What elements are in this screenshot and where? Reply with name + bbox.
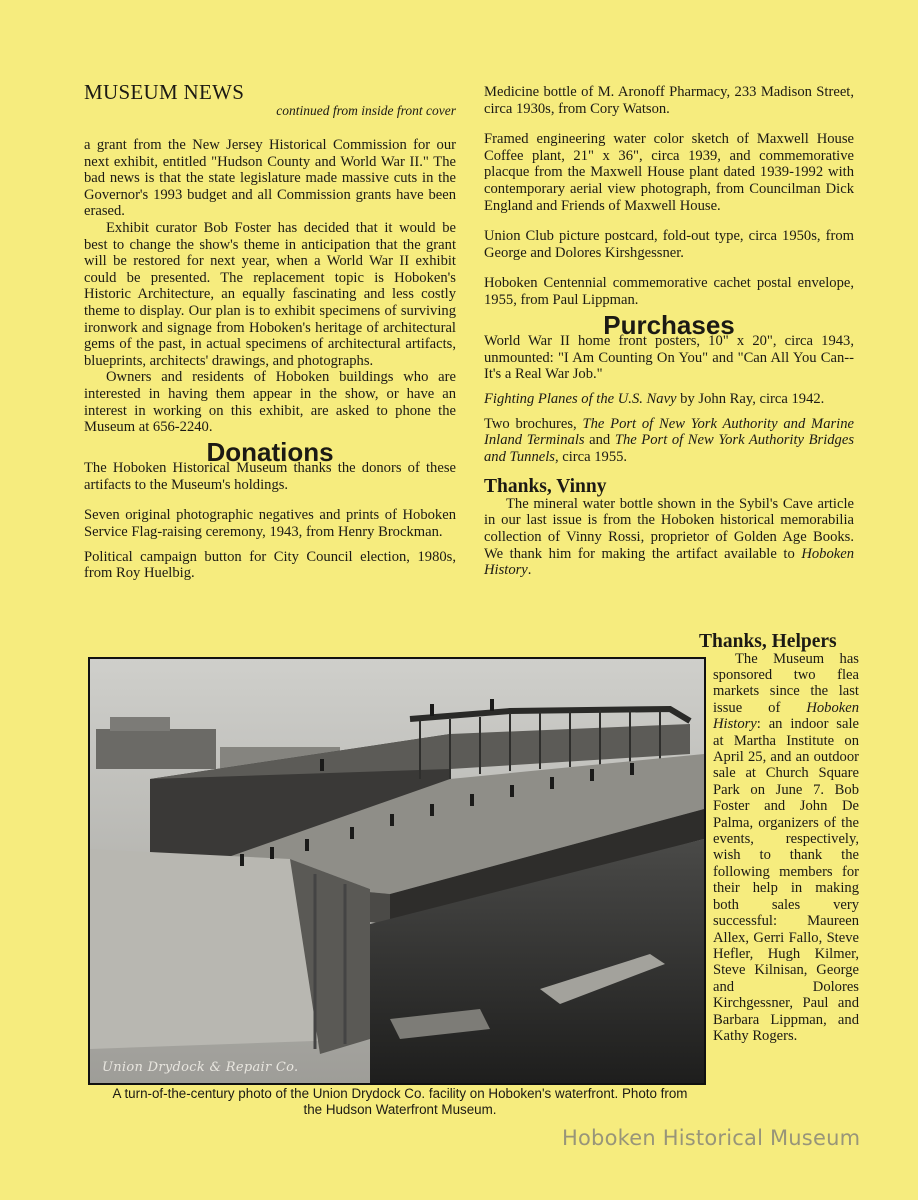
drydock-photo bbox=[88, 657, 706, 1085]
donation-item: Political campaign button for City Council election, 1980s, from Roy Huelbig. bbox=[84, 548, 456, 582]
purchase-item: Two brochures, The Port of New York Authority and Marine Inland Terminals and The Port of New York Authority Bridges and Tunnels, circa 1955. bbox=[484, 415, 855, 465]
brochure-title: The Port of New York Authority and Marine Inland Terminals bbox=[484, 415, 854, 449]
brochure-title: The Port of New York Authority Bridges and Tunnels bbox=[484, 432, 855, 465]
book-title: Fighting Planes of the U.S. Navy bbox=[484, 390, 677, 407]
donations-heading: Donations bbox=[206, 436, 334, 467]
purchase-item: World War II home front posters, 10" x 20", circa 1943, unmounted: "I Am Counting On You" and "Can All You Can--It's a Real War Job." bbox=[484, 333, 854, 383]
section-title: MUSEUM NEWS bbox=[84, 80, 245, 104]
thanks-helpers-text: The Museum has sponsored two flea markets since the last issue of Hoboken History: an indoor sale at Martha Institute on April 25, and an outdoor sale at Church Square Park on June 7. Bob Foster and John De Palma, organizers of the events, respectively, wish to thank the following members for their help in making both sales very successful: Maureen Allex, Gerri Fallo, Steve Hefler, Hugh Kilmer, Steve Kilnisan, George and Dolores Kirchgessner, Paul and Barbara Lippman, and Kathy Rogers. bbox=[713, 650, 859, 1044]
thanks-helpers bbox=[699, 631, 859, 1044]
donation-item: Union Club picture postcard, fold-out type, circa 1950s, from George and Dolores Kirshgessner. bbox=[484, 228, 854, 261]
intro-paragraph-1: a grant from the New Jersey Historical Commission for our next exhibit, entitled "Hudson County and World War II." The bad news is that the state legislature made massive cuts in the Governor's 1993 budget and all Commission grants have been erased. bbox=[84, 137, 456, 220]
photo-inscription: Union Drydock & Repair Co. bbox=[102, 1060, 299, 1075]
donation-item: Framed engineering water color sketch of Maxwell House Coffee plant, 21" x 36", circa 1939, and commemorative placque from the Maxwell House plant dated 1939-1992 with contemporary aerial view photograph, from Councilman Dick England and Friends of Maxwell House. bbox=[484, 131, 854, 214]
donations-intro: The Hoboken Historical Museum thanks the donors of these artifacts to the Museum's holdings. bbox=[84, 460, 456, 493]
watermark: Hoboken Historical Museum bbox=[562, 1126, 861, 1150]
intro-paragraph-2: Exhibit curator Bob Foster has decided that it would be best to change the show's theme in anticipation that the grant will be restored for next year, when a World War II exhibit could be presented. The replacement topic is Hoboken's Historic Architecture, an equally fascinating and less costly theme to display. Our plan is to exhibit specimens of surviving ironwork and signage from Hoboken's heritage of architectural gems of the past, in actual specimens of architectural artifacts, blueprints, architects' drawings, and photographs. bbox=[84, 219, 456, 369]
thanks-vinny-heading: Thanks, Vinny bbox=[484, 476, 607, 498]
continued-note: continued from inside front cover bbox=[276, 103, 456, 118]
donation-item: Hoboken Centennial commemorative cachet postal envelope, 1955, from Paul Lippman. bbox=[484, 275, 854, 308]
intro-paragraph-3: Owners and residents of Hoboken buildings who are interested in having them appear in the show, or have an interest in working on this exhibit, are asked to phone the Museum at 656-2240. bbox=[84, 369, 456, 436]
right-column bbox=[484, 84, 854, 579]
left-column bbox=[84, 137, 456, 582]
purchases-heading: Purchases bbox=[603, 309, 735, 340]
thanks-helpers-heading: Thanks, Helpers bbox=[699, 631, 837, 652]
donation-item: Seven original photographic negatives and prints of Hoboken Service Flag-raising ceremony, 1943, from Henry Brockman. bbox=[84, 507, 456, 541]
purchase-item: Fighting Planes of the U.S. Navy by John Ray, circa 1942. bbox=[484, 390, 825, 407]
drydock-photo-art bbox=[90, 659, 704, 1083]
masthead bbox=[84, 80, 456, 119]
photo-caption: A turn-of-the-century photo of the Union Drydock Co. facility on Hoboken's waterfront. Photo from the Hudson Waterfront Museum. bbox=[112, 1086, 688, 1117]
thanks-vinny-text: The mineral water bottle shown in the Sybil's Cave article in our last issue is from the Hoboken historical memorabilia collection of Vinny Rossi, proprietor of Golden Age Books. We thank him for making the artifact available to Hoboken History. bbox=[484, 495, 854, 579]
donation-item: Medicine bottle of M. Aronoff Pharmacy, 233 Madison Street, circa 1930s, from Cory Watson. bbox=[484, 84, 854, 117]
